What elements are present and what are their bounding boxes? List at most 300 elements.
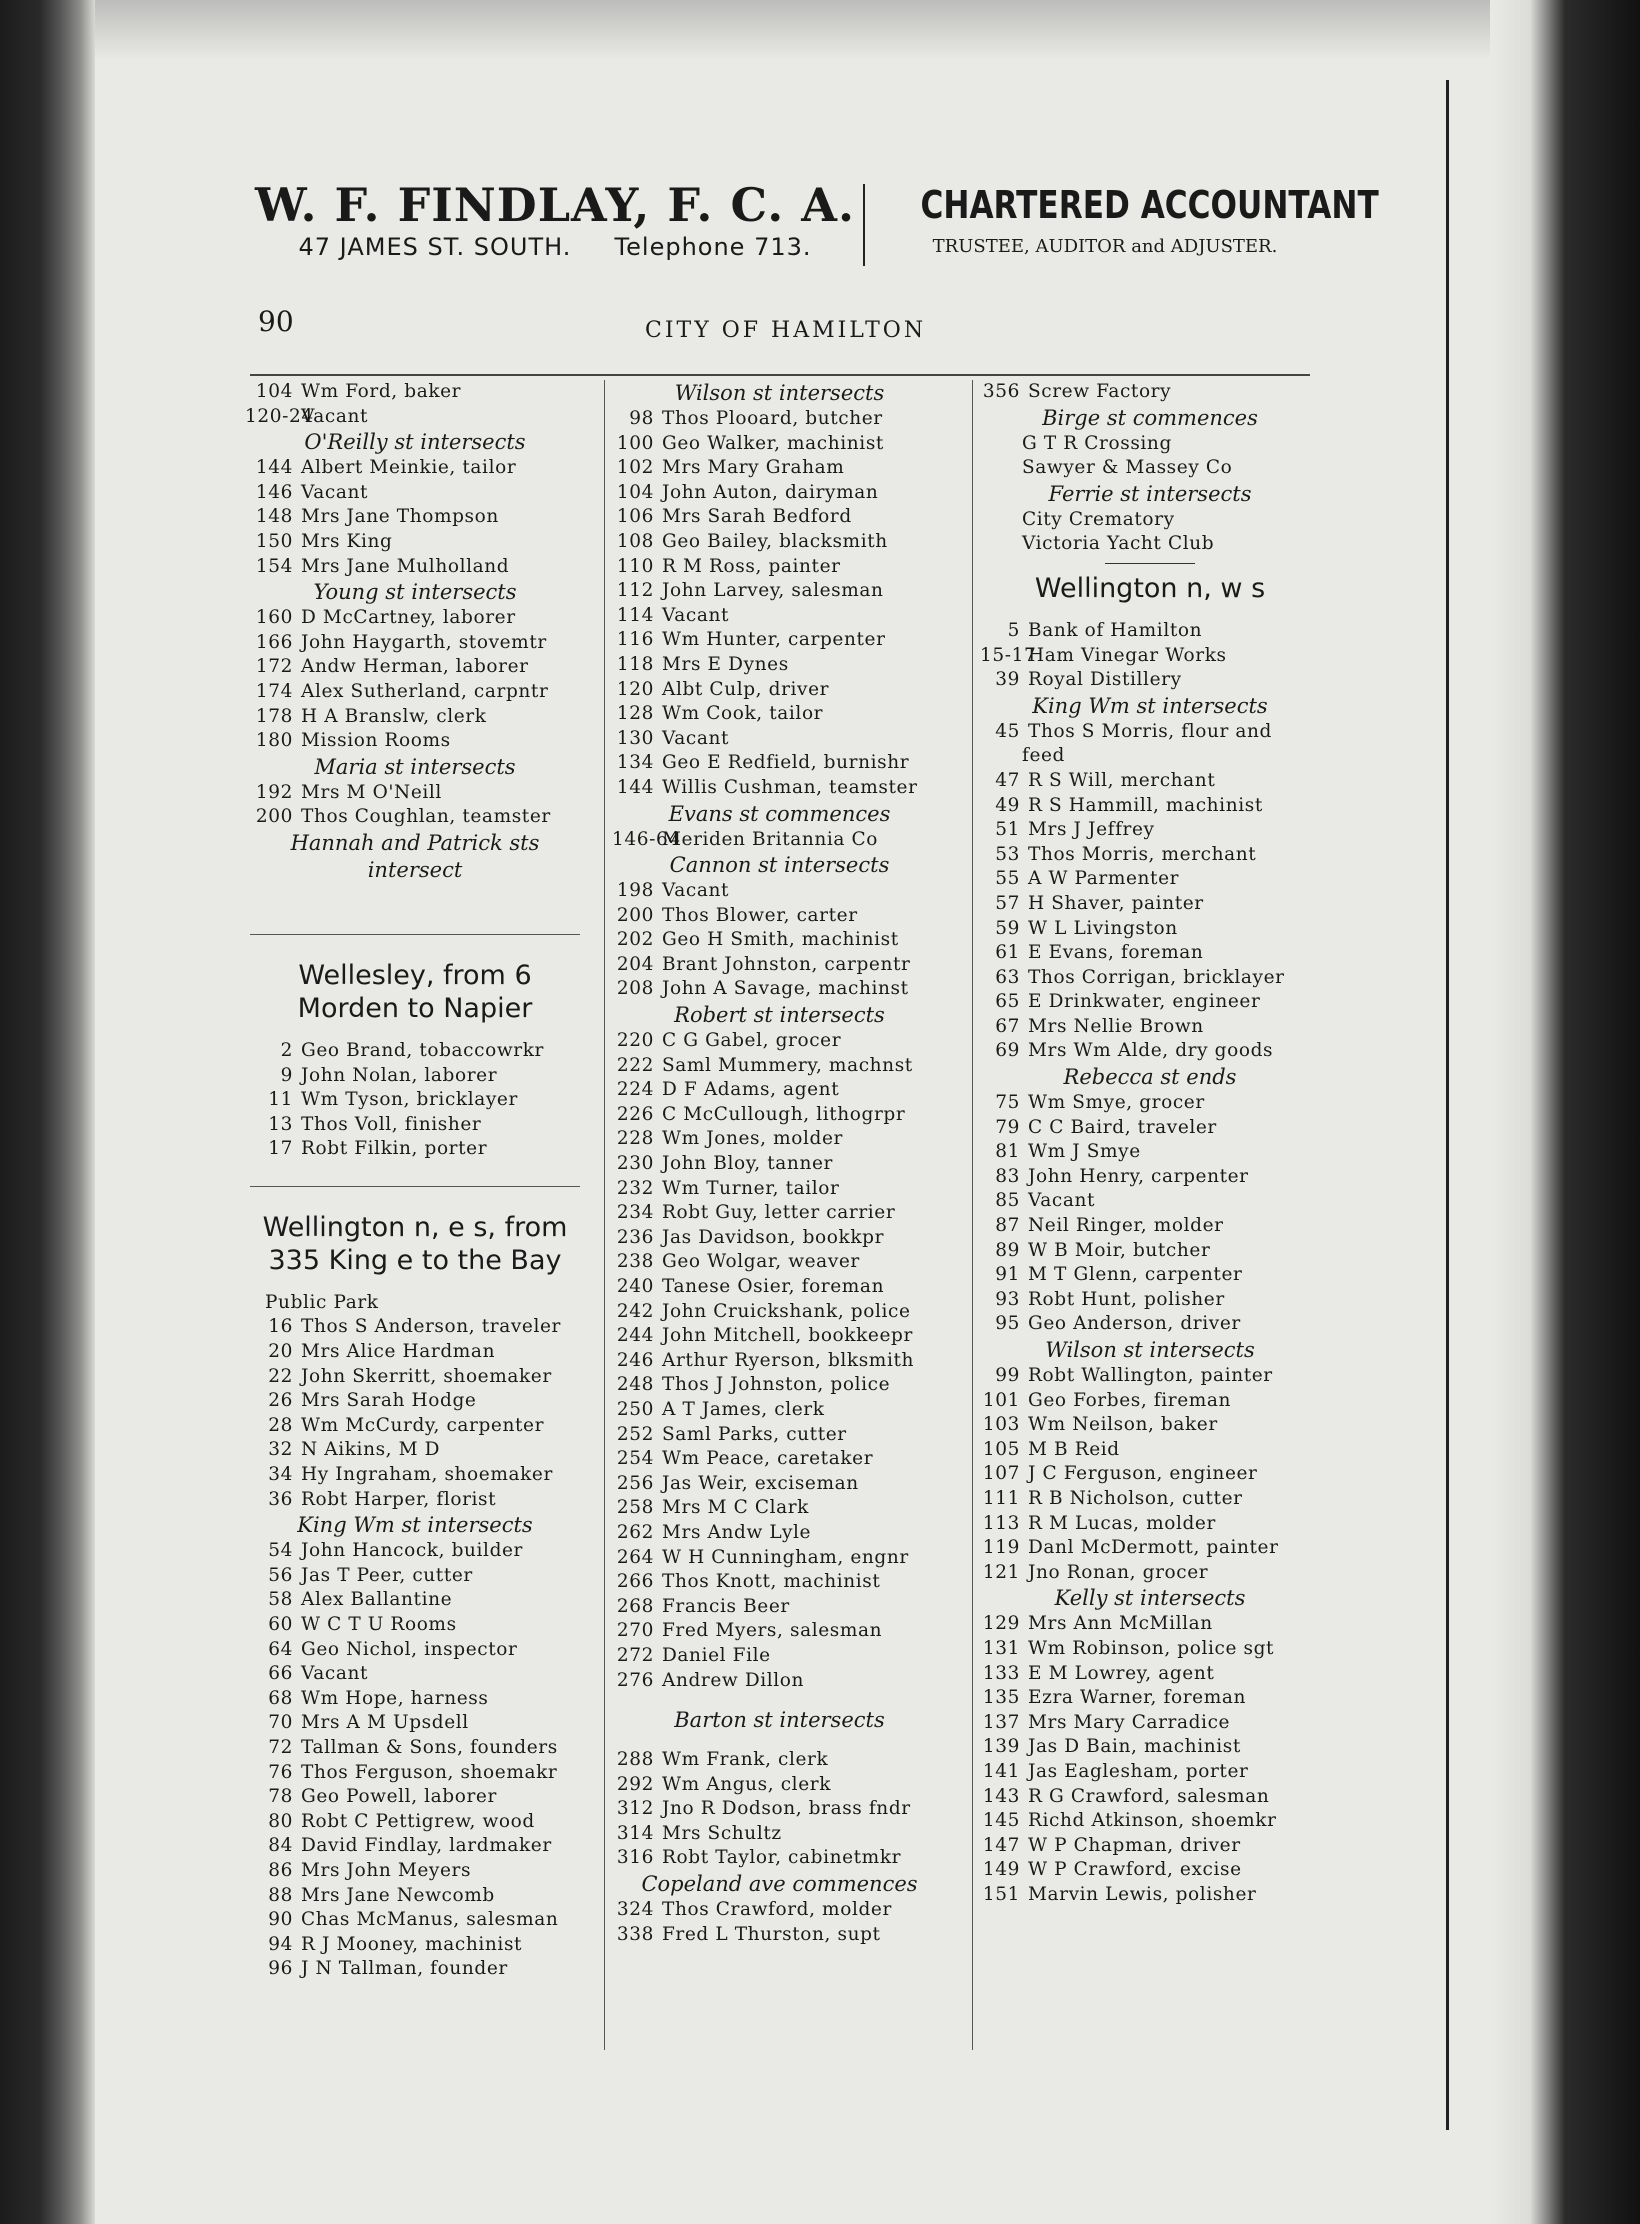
- header-rule: [250, 374, 1310, 376]
- resident-name: H A Branslw, clerk: [301, 705, 487, 727]
- resident-name: J C Ferguson, engineer: [1028, 1463, 1258, 1485]
- house-number: 67: [995, 1015, 1020, 1037]
- directory-entry: [612, 1029, 947, 1054]
- directory-entry: [612, 727, 947, 752]
- house-number: 147: [982, 1834, 1020, 1856]
- directory-entry: [612, 579, 947, 604]
- house-number: 133: [982, 1662, 1020, 1684]
- street-intersection: Robert st intersects: [674, 1003, 885, 1028]
- directory-entry: [245, 1365, 585, 1390]
- directory-entry: [980, 1735, 1320, 1760]
- resident-name: Wm Peace, caretaker: [662, 1448, 874, 1470]
- house-number: 28: [268, 1414, 293, 1436]
- resident-name: Mrs Jane Mulholland: [301, 555, 510, 577]
- resident-name: Saml Parks, cutter: [662, 1423, 847, 1445]
- directory-entry: [245, 1064, 585, 1089]
- street-intersection: Cannon st intersects: [669, 853, 890, 878]
- house-number: 81: [995, 1141, 1020, 1163]
- resident-name: Mrs Mary Carradice: [1028, 1711, 1231, 1733]
- spacer: [245, 1187, 585, 1211]
- directory-entry: [612, 953, 947, 978]
- house-number: 145: [982, 1810, 1020, 1832]
- resident-name: John Bloy, tanner: [662, 1153, 833, 1175]
- house-number: 39: [995, 669, 1020, 691]
- resident-name: Geo Wolgar, weaver: [662, 1251, 860, 1273]
- house-number: 258: [616, 1497, 654, 1519]
- house-number: 85: [995, 1190, 1020, 1212]
- house-number: 246: [616, 1349, 654, 1371]
- house-number: 222: [616, 1054, 654, 1076]
- resident-name: Mrs Schultz: [662, 1822, 782, 1844]
- directory-entry: [612, 1619, 947, 1644]
- house-number: 242: [616, 1300, 654, 1322]
- directory-entry: [612, 1797, 947, 1822]
- directory-entry: [245, 1933, 585, 1958]
- resident-name: Wm Tyson, bricklayer: [301, 1089, 518, 1111]
- house-number: 104: [616, 481, 654, 503]
- resident-name: Mission Rooms: [301, 730, 451, 752]
- street-intersection: Maria st intersects: [314, 754, 516, 779]
- directory-entry: [612, 1177, 947, 1202]
- page-top-shadow: [95, 0, 1495, 60]
- house-number: 86: [268, 1859, 293, 1881]
- house-number: 107: [982, 1463, 1020, 1485]
- directory-entry: [980, 1165, 1320, 1190]
- resident-name: W P Chapman, driver: [1028, 1834, 1241, 1856]
- directory-entry: [980, 644, 1320, 669]
- directory-entry: Victoria Yacht Club: [1022, 533, 1215, 555]
- house-number: 57: [995, 892, 1020, 914]
- house-number: 314: [616, 1822, 654, 1844]
- resident-name: Mrs M O'Neill: [301, 781, 442, 803]
- directory-entry: Sawyer & Massey Co: [1022, 457, 1233, 479]
- house-number: 9: [280, 1064, 293, 1086]
- directory-entry: [245, 1137, 585, 1162]
- house-number: 244: [616, 1325, 654, 1347]
- resident-name: Robt Taylor, cabinetmkr: [662, 1847, 902, 1869]
- resident-name: Vacant: [1028, 1190, 1096, 1212]
- house-number: 144: [255, 457, 293, 479]
- directory-entry: [980, 1462, 1320, 1487]
- resident-name: Thos Crawford, molder: [662, 1899, 892, 1921]
- directory-entry: [612, 1447, 947, 1472]
- house-number: 135: [982, 1687, 1020, 1709]
- house-number: 106: [616, 506, 654, 528]
- street-intersection: O'Reilly st intersects: [304, 430, 526, 455]
- house-number: 99: [995, 1365, 1020, 1386]
- directory-entry: [980, 668, 1320, 693]
- directory-entry: [980, 818, 1320, 843]
- directory-entry: [245, 680, 585, 705]
- directory-entry: [245, 481, 585, 506]
- resident-name: Thos J Johnston, police: [662, 1374, 891, 1396]
- directory-entry: [612, 1127, 947, 1152]
- house-number: 180: [255, 730, 293, 752]
- directory-entry: [245, 1834, 585, 1859]
- directory-column-3: [980, 380, 1320, 1907]
- directory-entry: [612, 1201, 947, 1226]
- house-number: 103: [982, 1414, 1020, 1436]
- directory-entry: [245, 1463, 585, 1488]
- directory-entry: [980, 1091, 1320, 1116]
- resident-name: Thos Plooard, butcher: [662, 408, 883, 429]
- directory-entry: [612, 481, 947, 506]
- directory-entry: [245, 1785, 585, 1810]
- street-heading: Wellesley, from 6 Morden to Napier: [297, 959, 533, 1024]
- resident-name: E M Lowrey, agent: [1028, 1662, 1215, 1684]
- directory-entry: Public Park: [265, 1291, 379, 1313]
- directory-entry: [612, 1496, 947, 1521]
- house-number: 139: [982, 1736, 1020, 1758]
- directory-entry: [245, 1613, 585, 1638]
- section-rule: [1105, 563, 1195, 564]
- house-number: 65: [995, 991, 1020, 1013]
- house-number: 66: [268, 1663, 293, 1685]
- directory-entry: [245, 1438, 585, 1463]
- house-number: 228: [616, 1128, 654, 1150]
- directory-entry: [245, 1539, 585, 1564]
- house-number: 119: [982, 1537, 1020, 1559]
- resident-name: Mrs John Meyers: [301, 1859, 472, 1881]
- house-number: 272: [616, 1644, 654, 1666]
- house-number: 111: [982, 1487, 1020, 1509]
- directory-entry: [612, 1546, 947, 1571]
- directory-entry: [245, 606, 585, 631]
- house-number: 120-24: [245, 405, 314, 427]
- house-number: 78: [268, 1786, 293, 1808]
- resident-name: Albert Meinkie, tailor: [301, 457, 517, 479]
- directory-entry: [980, 966, 1320, 991]
- directory-entry: [980, 1214, 1320, 1239]
- resident-name: Chas McManus, salesman: [301, 1909, 559, 1931]
- directory-entry: [245, 505, 585, 530]
- resident-name: Wm Cook, tailor: [662, 703, 824, 725]
- house-number: 22: [268, 1365, 293, 1387]
- house-number: 144: [616, 776, 654, 798]
- directory-entry: [980, 1561, 1320, 1586]
- resident-name: Fred Myers, salesman: [662, 1620, 883, 1642]
- directory-entry: [980, 917, 1320, 942]
- resident-name: Willis Cushman, teamster: [662, 776, 918, 798]
- house-number: 232: [616, 1177, 654, 1199]
- directory-entry: [980, 1413, 1320, 1438]
- resident-name: Wm Robinson, police sgt: [1028, 1637, 1275, 1659]
- street-intersection: Wilson st intersects: [1045, 1338, 1255, 1362]
- resident-name: Mrs Alice Hardman: [301, 1341, 496, 1363]
- house-number: 154: [255, 555, 293, 577]
- resident-name: David Findlay, lardmaker: [301, 1835, 552, 1857]
- resident-name: W L Livingston: [1028, 917, 1178, 939]
- directory-entry: [612, 1103, 947, 1128]
- house-number: 200: [255, 806, 293, 828]
- house-number: 76: [268, 1761, 293, 1783]
- house-number: 90: [268, 1909, 293, 1931]
- directory-entry: [612, 702, 947, 727]
- house-number: 200: [616, 904, 654, 926]
- spacer: [245, 1277, 585, 1291]
- resident-name: Mrs Mary Graham: [662, 457, 845, 479]
- directory-entry: [980, 380, 1320, 405]
- directory-entry: [612, 776, 947, 801]
- resident-name: Thos Voll, finisher: [301, 1113, 482, 1135]
- house-number: 220: [616, 1030, 654, 1052]
- resident-name: Mrs Sarah Hodge: [301, 1390, 477, 1412]
- directory-entry: [612, 1078, 947, 1103]
- directory-entry: [980, 1662, 1320, 1687]
- house-number: 5: [1007, 619, 1020, 641]
- house-number: 338: [616, 1923, 654, 1945]
- directory-entry: [245, 1810, 585, 1835]
- resident-name: W P Crawford, excise: [1028, 1859, 1242, 1881]
- resident-name: Saml Mummery, machnst: [662, 1054, 913, 1076]
- resident-name: Thos Coughlan, teamster: [301, 806, 551, 828]
- binding-thread: [1446, 80, 1449, 2130]
- resident-name: Marvin Lewis, polisher: [1028, 1883, 1257, 1905]
- house-number: 262: [616, 1521, 654, 1543]
- resident-name: Wm McCurdy, carpenter: [301, 1414, 545, 1436]
- directory-entry: [612, 407, 947, 432]
- resident-name: Robt Wallington, painter: [1028, 1365, 1273, 1386]
- directory-entry: [245, 705, 585, 730]
- resident-name: Vacant: [301, 481, 369, 503]
- resident-name: H Shaver, painter: [1028, 892, 1204, 914]
- right-edge-shadow: [1490, 0, 1640, 2224]
- house-number: 72: [268, 1736, 293, 1758]
- resident-name: A T James, clerk: [662, 1398, 825, 1420]
- resident-name: Thos S Anderson, traveler: [301, 1316, 561, 1338]
- directory-entry: [980, 1686, 1320, 1711]
- directory-entry: [245, 1488, 585, 1513]
- resident-name: Hy Ingraham, shoemaker: [301, 1464, 553, 1486]
- resident-name: Robt Filkin, porter: [301, 1138, 488, 1160]
- house-number: 254: [616, 1448, 654, 1470]
- resident-name: Wm Smye, grocer: [1028, 1092, 1205, 1114]
- house-number: 75: [995, 1092, 1020, 1114]
- resident-name: Thos Knott, machinist: [662, 1571, 881, 1593]
- house-number: 32: [268, 1439, 293, 1461]
- resident-name: Ezra Warner, foreman: [1028, 1687, 1246, 1709]
- directory-entry: [245, 1315, 585, 1340]
- resident-name: Tallman & Sons, founders: [301, 1736, 558, 1758]
- resident-name: Robt Harper, florist: [301, 1488, 497, 1510]
- directory-entry: City Crematory: [1022, 508, 1175, 530]
- directory-entry: [245, 456, 585, 481]
- house-number: 80: [268, 1810, 293, 1832]
- house-number: 69: [995, 1040, 1020, 1062]
- directory-entry: [980, 1487, 1320, 1512]
- resident-name: Geo E Redfield, burnishr: [662, 752, 910, 774]
- resident-name: Fred L Thurston, supt: [662, 1923, 881, 1945]
- house-number: 53: [995, 843, 1020, 865]
- resident-name: C McCullough, lithogrpr: [662, 1103, 906, 1125]
- resident-name: R S Will, merchant: [1028, 769, 1216, 791]
- resident-name: C G Gabel, grocer: [662, 1030, 842, 1052]
- resident-name: John Henry, carpenter: [1028, 1165, 1249, 1187]
- directory-entry: [980, 1858, 1320, 1883]
- house-number: 224: [616, 1079, 654, 1101]
- directory-entry: [612, 1300, 947, 1325]
- resident-name: Geo Walker, machinist: [662, 432, 884, 454]
- resident-name: Bank of Hamilton: [1028, 619, 1203, 641]
- directory-entry: [245, 1736, 585, 1761]
- resident-name: Mrs Jane Thompson: [301, 506, 499, 528]
- resident-name: Mrs Jane Newcomb: [301, 1884, 495, 1906]
- resident-name: R G Crawford, salesman: [1028, 1785, 1270, 1807]
- house-number: 120: [616, 678, 654, 700]
- directory-entry: [980, 1834, 1320, 1859]
- directory-column-1: [245, 380, 585, 1982]
- directory-entry: [245, 1564, 585, 1589]
- street-intersection: Copeland ave commences: [641, 1872, 918, 1897]
- resident-name: Neil Ringer, molder: [1028, 1215, 1224, 1237]
- resident-name: Richd Atkinson, shoemkr: [1028, 1810, 1277, 1832]
- directory-entry: [612, 1275, 947, 1300]
- resident-name: John A Savage, machinst: [662, 978, 909, 1000]
- resident-name: Wm Hope, harness: [301, 1687, 489, 1709]
- resident-name: Royal Distillery: [1028, 669, 1182, 691]
- house-number: 16: [268, 1316, 293, 1338]
- directory-entry: [245, 405, 585, 430]
- house-number: 96: [268, 1958, 293, 1980]
- directory-entry: [612, 1324, 947, 1349]
- directory-entry: [980, 1809, 1320, 1834]
- house-number: 102: [616, 457, 654, 479]
- resident-name: Alex Ballantine: [301, 1589, 453, 1611]
- house-number: 110: [616, 555, 654, 577]
- resident-name: Vacant: [301, 1663, 369, 1685]
- resident-name: Geo Powell, laborer: [301, 1786, 497, 1808]
- resident-name: Mrs A M Upsdell: [301, 1712, 469, 1734]
- resident-name: Mrs King: [301, 530, 393, 552]
- directory-entry: [245, 1039, 585, 1064]
- spacer: [612, 1734, 947, 1748]
- resident-name: Arthur Ryerson, blksmith: [662, 1349, 915, 1371]
- directory-entry: [980, 1512, 1320, 1537]
- house-number: 192: [255, 781, 293, 803]
- resident-name: Mrs Ann McMillan: [1028, 1613, 1213, 1635]
- house-number: 240: [616, 1276, 654, 1297]
- directory-entry: [245, 380, 585, 405]
- house-number: 70: [268, 1712, 293, 1734]
- house-number: 58: [268, 1589, 293, 1611]
- house-number: 202: [616, 929, 654, 951]
- directory-entry: [980, 990, 1320, 1015]
- directory-entry: [980, 1438, 1320, 1463]
- directory-entry: [980, 1189, 1320, 1214]
- house-number: 49: [995, 794, 1020, 816]
- resident-name: Mrs E Dynes: [662, 653, 789, 675]
- house-number: 172: [255, 656, 293, 678]
- house-number: 87: [995, 1215, 1020, 1237]
- directory-entry: [612, 1152, 947, 1177]
- directory-entry: [612, 1398, 947, 1423]
- house-number: 112: [616, 580, 654, 602]
- house-number: 178: [255, 705, 293, 727]
- directory-entry: [980, 794, 1320, 819]
- directory-entry: [245, 781, 585, 806]
- house-number: 312: [616, 1798, 654, 1820]
- house-number: 236: [616, 1226, 654, 1248]
- advertiser-services: TRUSTEE, AUDITOR and ADJUSTER.: [932, 236, 1278, 257]
- directory-entry: G T R Crossing: [1022, 432, 1172, 454]
- house-number: 13: [268, 1113, 293, 1135]
- house-number: 105: [982, 1438, 1020, 1460]
- house-number: 137: [982, 1711, 1020, 1733]
- house-number: 204: [616, 953, 654, 975]
- resident-name: D McCartney, laborer: [301, 607, 516, 629]
- house-number: 98: [629, 408, 654, 429]
- house-number: 100: [616, 432, 654, 454]
- directory-column-2: [612, 380, 947, 1947]
- directory-entry: [612, 1472, 947, 1497]
- resident-name: Geo Brand, tobaccowrkr: [301, 1039, 544, 1061]
- house-number: 134: [616, 752, 654, 774]
- resident-name: John Nolan, laborer: [301, 1064, 498, 1086]
- resident-name: Thos Ferguson, shoemakr: [301, 1761, 558, 1783]
- resident-name: John Skerritt, shoemaker: [301, 1365, 552, 1387]
- spacer: [245, 1162, 585, 1186]
- directory-entry: [245, 530, 585, 555]
- house-number: 95: [995, 1313, 1020, 1335]
- directory-entry: [612, 904, 947, 929]
- resident-name: Wm Ford, baker: [301, 381, 462, 402]
- resident-name: Vacant: [662, 604, 730, 626]
- directory-entry: [612, 653, 947, 678]
- house-number: 2: [280, 1039, 293, 1061]
- advertiser-telephone: Telephone 713.: [614, 233, 812, 261]
- resident-name: John Hancock, builder: [301, 1540, 523, 1562]
- directory-entry: [245, 631, 585, 656]
- resident-name: Mrs J Jeffrey: [1028, 819, 1155, 841]
- house-number: 47: [995, 769, 1020, 791]
- resident-name: Thos Morris, merchant: [1028, 843, 1257, 865]
- directory-entry: [612, 432, 947, 457]
- advertiser-address-line: [255, 232, 855, 262]
- running-title: CITY OF HAMILTON: [645, 318, 927, 343]
- house-number: 256: [616, 1472, 654, 1494]
- resident-name: Wm Turner, tailor: [662, 1177, 840, 1199]
- resident-name: Tanese Osier, foreman: [662, 1276, 885, 1297]
- house-number: 268: [616, 1595, 654, 1617]
- house-number: 149: [982, 1859, 1020, 1881]
- resident-name: Andrew Dillon: [662, 1669, 805, 1691]
- house-number: 238: [616, 1251, 654, 1273]
- street-intersection: Barton st intersects: [674, 1708, 885, 1733]
- directory-entry: [245, 555, 585, 580]
- directory-entry: [245, 1908, 585, 1933]
- directory-entry: [980, 1760, 1320, 1785]
- directory-entry: [245, 1957, 585, 1982]
- house-number: 131: [982, 1637, 1020, 1659]
- spacer: [245, 935, 585, 959]
- directory-entry: [980, 1239, 1320, 1264]
- resident-name: Geo Nichol, inspector: [301, 1638, 518, 1660]
- directory-entry: [612, 1250, 947, 1275]
- resident-name: E Evans, foreman: [1028, 942, 1204, 964]
- book-spine-shadow: [0, 0, 95, 2224]
- directory-entry: [612, 1595, 947, 1620]
- house-number: 11: [268, 1089, 293, 1111]
- street-intersection: Young st intersects: [313, 580, 517, 605]
- house-number: 104: [255, 381, 293, 402]
- directory-entry: [612, 1923, 947, 1948]
- advertisement-right: [880, 178, 1379, 262]
- resident-name: Wm Jones, molder: [662, 1128, 843, 1150]
- house-number: 26: [268, 1390, 293, 1412]
- directory-entry: [245, 1761, 585, 1786]
- street-intersection: King Wm st intersects: [1032, 693, 1268, 718]
- directory-entry: [980, 1039, 1320, 1064]
